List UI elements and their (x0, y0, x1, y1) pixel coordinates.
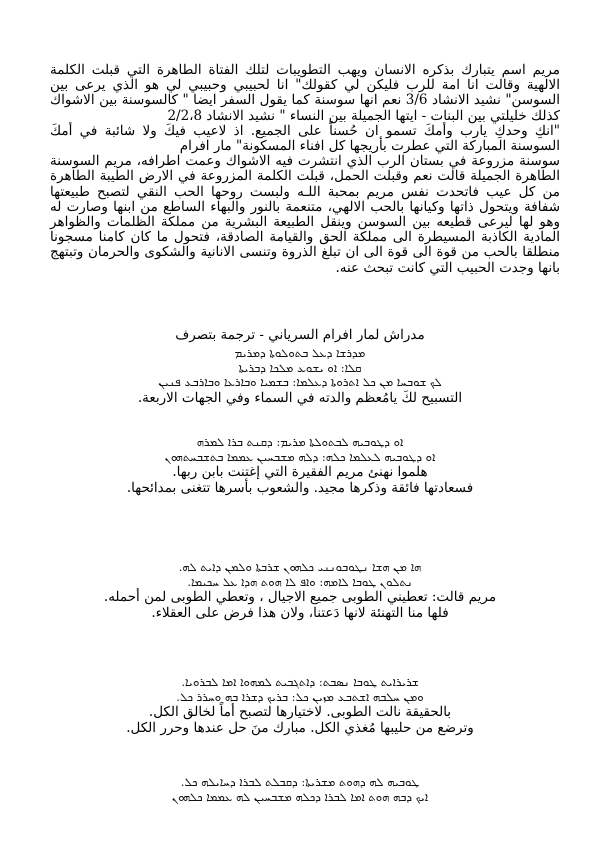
stanza-4 (60, 675, 540, 736)
hymn-section (60, 327, 540, 343)
syriac-line: ܢܬܠܘܢ ܛܘܒܐ ܠܐܡܗ: ܘܐܦ ܠܐ ܗܘܬ ܗܕܐ ܥܠ ܚܟܝܡܐ. (187, 574, 413, 589)
syriac-line: ܫܪܝܪܐܝܬ ܛܘܒܐ ܢܣܒܬ: ܕܐܬܓܒܝܬ ܠܡܗܘܐ ܐܡܐ ܠܒܪܘܝܐ. (181, 675, 419, 689)
syriac-line: ܐܘ ܕܛܘܒܝܗ ܠܥܠܡܐ ܟܠܗ: ܕܠܗ ܡܫܒܚܝܢ ܥܡܡܐ ܒܬܫܒܚܬܗܘܢ (164, 449, 436, 464)
stanza-5 (60, 775, 540, 804)
arabic-line: بالحقيقة نالت الطوبى. لاختيارها لتصبح أماً لخالق الكل. (148, 704, 452, 720)
syriac-line: ܠܟ ܫܘܒܚܐ ܡܢ ܟܠ ܐܬܪܘܬܐ ܕܥܠܡܐ: ܒܫܡܝܐ ܘܒܐܪܥܐ ܘܒܐܪܒܥ ܦܢܝܢ (158, 375, 442, 389)
arabic-line: فسعادتها فائقة وذكرها مجيد. والشعوب بأسرها تتغنى بمدائحها. (126, 480, 474, 496)
arabic-line: فلها منا التهنئة لانها دَعتنا، ولان هذا فرض على العقلاء. (151, 605, 449, 621)
syriac-line: ܐܝܟ ܕܒܗ ܗܘܬ ܐܡܐ ܠܒܪܐ ܕܟܠܗ ܡܫܒܚܝܢ ܠܗ ܥܡܡܐ ܟܠܗܘܢ (171, 789, 429, 804)
intro-paragraph-3: سوسنة مزروعة في بستان الرب الذي انتشرت فيه الاشواك وعمت اطرافه، مريم السوسنة الطاهرة الجميلة قالت نعم وقبلت الحمل، قبلت الكلمة المزروعة في الارض الطيبة الطاهرة من كل عيب فاتحدت نفس مريم بمحبة اللـه ولبست روحها الحب النقي لتصبح طبيعتها شفافة ويتحول ذاتها وكيانها بالحب الالهي، متنعمة بالنور والبهاء الساطع من ابنها وصارت له وهو لها ليرعى قطيعه بين السوسن وينقل الطبيعة البشرية من مملكة الظلمات والظواهر المادية الكاذبة المسيطرة الى مملكة الحق والقيامة الصادقة، فتحول ما كان كامنا مسجونا منطلقا بالحب من قوة الى قوة الى ان تبلغ الذروة وتنسى الانانية والشكوى والحرمان وتبتهج بانها وجدت الحبيب التي كانت تبحث عنه. (50, 153, 560, 276)
syriac-line: ܛܘܒܝܗ ܠܗ ܕܗܘܬ ܡܫܪܝܬܐ: ܕܩܒܠܬ ܠܒܪܐ ܕܚܐܝܠܗ ܟܠ. (180, 775, 420, 789)
intro-paragraph-1: مريم اسم يتبارك بذكره الانسان ويهب التطويبات لتلك الفتاة الطاهرة التي قبلت الكلمة الالهية وقالت انا امة للرب فليكن لي كقولك" انا لحبيبي وحبيبي لي هو الذي يرعى بين السوسن" نشيد الانشاد 3/6 نعم انها سوسنة كما يقول السفر ايضا " كالسوسنة بين الاشواك كذلك خليلتي بين البنات - ايتها الجميلة بين النساء " نشيد الانشاد 2/2،8 (50, 62, 560, 124)
stanza-1 (60, 346, 540, 406)
arabic-line: وترضع من حليبها مُغذي الكل. مبارك منَ حل عندها وحرر الكل. (126, 720, 474, 736)
syriac-line: ܩܠܐ: ܐܘ ܝܫܘܥ ܡܠܟܐ ܕܒܪܝܬܐ (238, 360, 362, 375)
intro-paragraph-2: "انكِ وحدكِ يارب وأمكَ تسمو ان حُسناً على الجميع. اذ لاعيب فيكَ ولا شائبة في أمكَ السوسنة المباركة التي عطرت بأريجها كل افناء المسكونة" مار افرام (50, 122, 560, 155)
stanza-2 (60, 435, 540, 496)
syriac-line: ܗܐ ܡܢ ܗܫܐ ܢܛܘܒܘܢܢܝ ܟܠܗܘܢ ܫܪܒܬܐ ܘܠܡܢ ܕܐܝܬ ܠܗ. (178, 560, 422, 574)
arabic-line: مريم قالت: تعطيني الطوبى جميع الاجيال ، وتعطي الطوبى لمن أحمله. (103, 589, 497, 605)
syriac-line: ܡܕܪܫܐ ܕܥܠ ܒܬܘܠܘܬܐ ܕܡܪܝܡ (234, 346, 366, 360)
arabic-line: التسبيح لكَ يامُعظم والدته في السماء وفي الجهات الاربعة. (137, 389, 463, 406)
hymn-heading: مدراش لمار افرام السرياني - ترجمة بتصرف (175, 327, 425, 343)
arabic-line: هلموا نهنئ مريم الفقيرة التي إغتنت بابن ربها. (172, 464, 428, 480)
syriac-line: ܐܘ ܕܛܘܒܝܗ ܠܒܬܘܠܬܐ ܡܪܝܡ: ܕܩܢܬ ܒܪܐ ܠܡܪܗ (196, 435, 404, 449)
syriac-line: ܘܡܢ ܚܠܒܗ ܐܫܬܒܥ ܡܙܝܢ ܟܠ: ܒܪܝܟ ܕܫܪܐ ܒܗ ܘܚܪܪ ܟܠ. (176, 689, 424, 704)
stanza-3 (60, 560, 540, 621)
intro-text (50, 63, 560, 276)
